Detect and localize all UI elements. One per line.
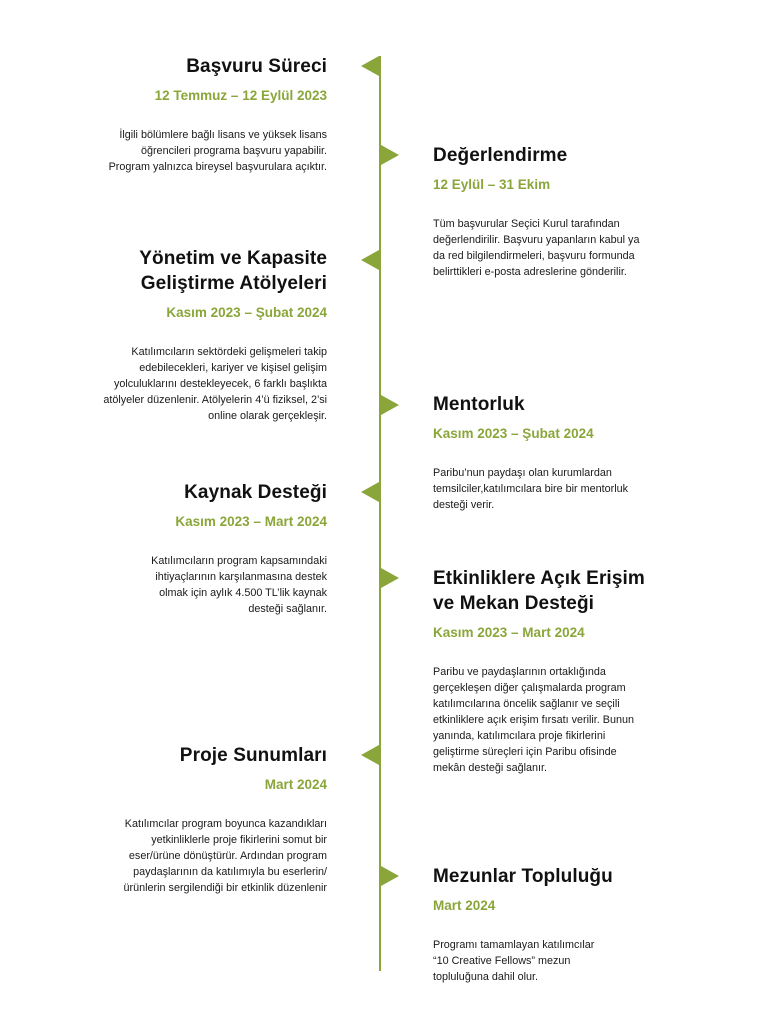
item-description: İlgili bölümlere bağlı lisans ve yüksek lisans öğrencileri programa başvuru yapabilir. Program yalnızca bireysel başvurulara açıktır. (108, 129, 327, 173)
item-date: Kasım 2023 – Şubat 2024 (166, 305, 327, 320)
timeline-marker-arrow-icon (381, 568, 399, 588)
timeline-item-atolyeler (57, 246, 327, 424)
timeline-item-kaynak-destegi (57, 480, 327, 617)
timeline-marker-arrow-icon (361, 482, 379, 502)
item-title: Başvuru Süreci (186, 56, 327, 77)
item-title: Yönetim ve Kapasite Geliştirme Atölyeleri (139, 248, 327, 294)
timeline-marker-arrow-icon (381, 866, 399, 886)
timeline-marker-arrow-icon (381, 145, 399, 165)
timeline-item-degerlendirme (433, 143, 713, 280)
timeline-item-mentorluk (433, 392, 713, 513)
item-title: Proje Sunumları (179, 745, 327, 766)
item-title: Etkinliklere Açık Erişim ve Mekan Desteği (433, 568, 645, 614)
item-date: Kasım 2023 – Şubat 2024 (433, 426, 594, 441)
timeline-marker-arrow-icon (361, 745, 379, 765)
timeline-marker-arrow-icon (361, 250, 379, 270)
item-description: Paribu ve paydaşlarının ortaklığında gerçekleşen diğer çalışmalarda program katılımcılarına öncelik sağlanır ve seçili etkinliklere açık erişim fırsatı verilir. Bunun yanında, katılımcılara proje fikirlerini geliştirme süreçleri için Paribu ofisinde mekân desteği sağlanır. (433, 666, 635, 774)
item-description: Katılımcılar program boyunca kazandıkları yetkinliklerle proje fikirlerini somut bir eser/ürüne dönüştürür. Ardından program paydaşlarının da katılımıyla bu eserlerin/ ürünlerin sergilendiği bir etkinlik düzenlenir (123, 818, 327, 894)
item-title: Mezunlar Topluluğu (433, 866, 613, 887)
timeline-marker-arrow-icon (361, 56, 379, 76)
item-date: 12 Temmuz – 12 Eylül 2023 (154, 88, 327, 103)
item-date: Mart 2024 (264, 777, 327, 792)
timeline-marker-arrow-icon (381, 395, 399, 415)
timeline-line (379, 56, 381, 971)
item-title: Kaynak Desteği (184, 482, 327, 503)
item-title: Değerlendirme (433, 145, 568, 166)
item-date: Mart 2024 (433, 898, 496, 913)
timeline-item-basvuru-sureci (57, 54, 327, 175)
item-description: Katılımcıların sektördeki gelişmeleri takip edebilecekleri, kariyer ve kişisel gelişim yolculuklarını destekleyecek, 6 farklı başlıkta atölyeler düzenlenir. Atölyelerin 4’ü fiziksel, 2’si online olarak gerçekleşir. (103, 346, 327, 422)
item-description: Paribu’nun paydaşı olan kurumlardan temsilciler,katılımcılara bire bir mentorluk desteği verir. (433, 467, 628, 511)
item-title: Mentorluk (433, 394, 525, 415)
item-date: 12 Eylül – 31 Ekim (433, 177, 551, 192)
item-date: Kasım 2023 – Mart 2024 (175, 514, 327, 529)
item-date: Kasım 2023 – Mart 2024 (433, 625, 585, 640)
timeline-item-etkinlik-erisim (433, 566, 713, 776)
item-description: Katılımcıların program kapsamındaki ihtiyaçlarının karşılanmasına destek olmak için aylık 4.500 TL’lik kaynak desteği sağlanır. (151, 555, 327, 615)
item-description: Programı tamamlayan katılımcılar “10 Creative Fellows” mezun topluluğuna dahil olur. (433, 939, 595, 983)
item-description: Tüm başvurular Seçici Kurul tarafından değerlendirilir. Başvuru yapanların kabul ya da red bilgilendirmeleri, başvuru formunda belirttikleri e-posta adreslerine gönderilir. (433, 218, 640, 278)
timeline-item-mezunlar (433, 864, 713, 985)
timeline-item-proje-sunumlari (57, 743, 327, 896)
